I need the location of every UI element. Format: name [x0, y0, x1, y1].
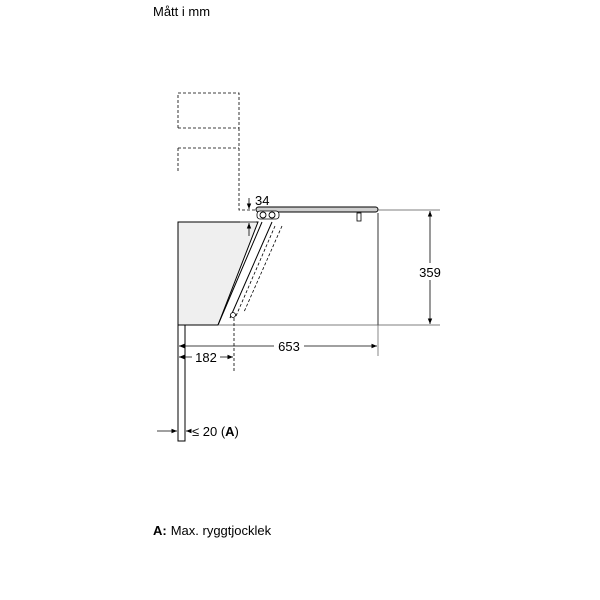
chimney-lower-right	[239, 128, 256, 210]
legend-text: Max. ryggtjocklek	[170, 523, 272, 538]
dim-wall-ref: A	[225, 424, 235, 439]
dimension-359	[416, 211, 444, 324]
dim-34-label: 34	[255, 193, 270, 208]
hood-body	[178, 213, 378, 325]
arm-pivot	[231, 313, 236, 318]
dim-653-label: 653	[278, 339, 300, 354]
dim-wall-prefix: ≤ 20 (	[192, 424, 226, 439]
back-wall	[178, 325, 185, 441]
dim-182-label: 182	[195, 350, 217, 365]
dimension-182	[179, 349, 233, 365]
dim-359-label: 359	[419, 265, 441, 280]
units-title: Mått i mm	[153, 4, 211, 19]
hinge-pin-left	[260, 212, 266, 218]
chimney-outline	[178, 93, 256, 210]
legend-key: A:	[153, 523, 167, 538]
dim-wall-label	[192, 424, 239, 439]
hood-body-shape	[178, 222, 258, 325]
flap-stop	[357, 213, 361, 221]
dim-wall-suffix: )	[234, 424, 239, 439]
chimney-upper-section	[178, 93, 239, 128]
dimension-wall-thickness	[157, 424, 239, 439]
hinge-pin-right	[269, 212, 275, 218]
legend	[153, 523, 272, 538]
